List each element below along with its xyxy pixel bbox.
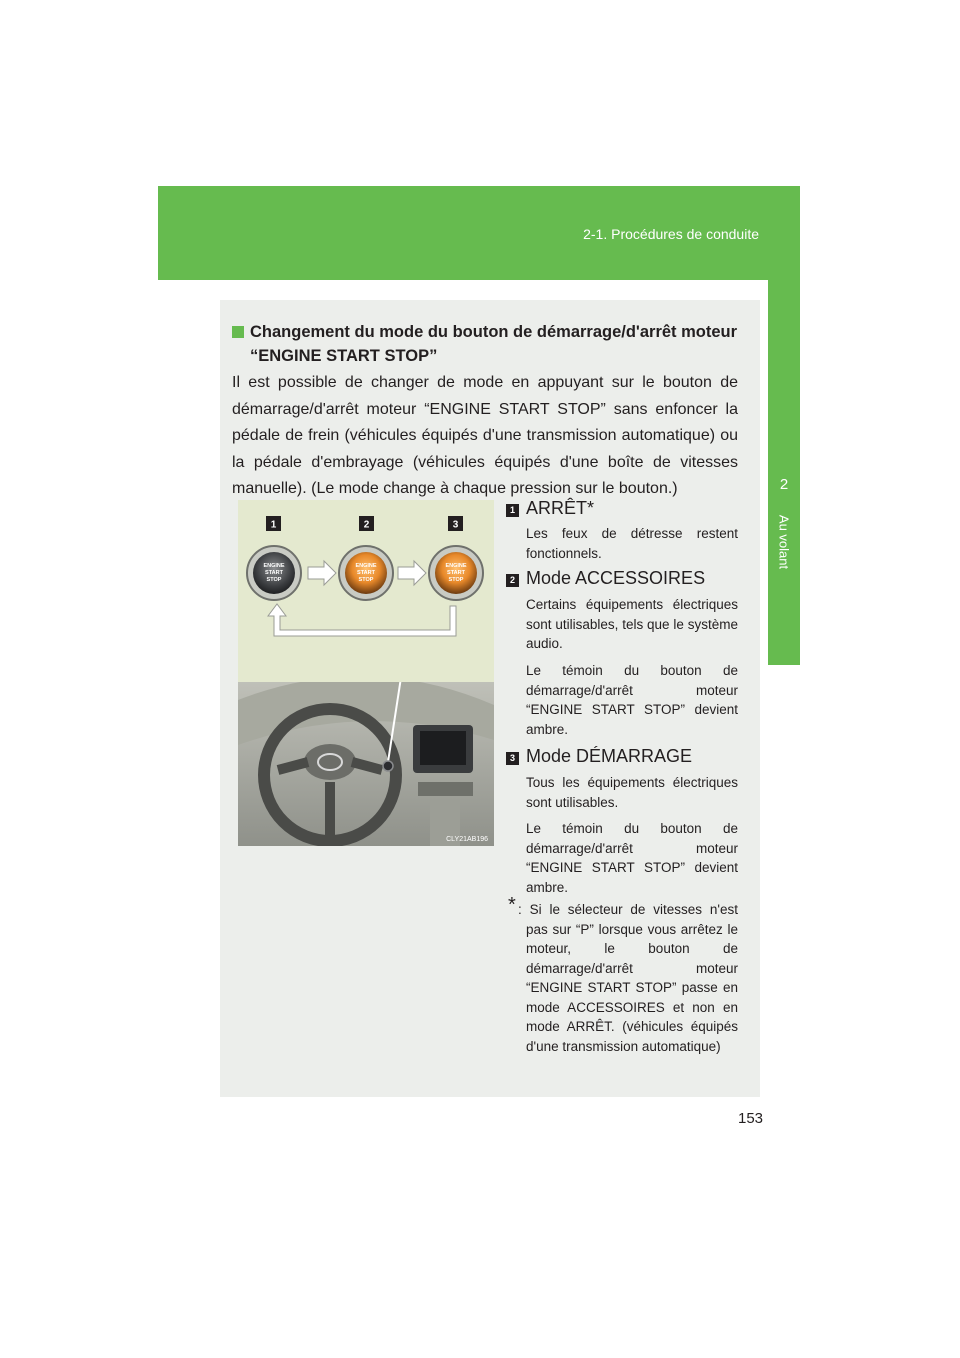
item-number-badge: 1 [506,504,519,517]
footnote-marker: * [508,894,516,916]
svg-text:START: START [265,570,283,576]
item-description: Le témoin du bouton de démarrage/d'arrêt moteur “ENGINE START STOP” devient ambre. [526,821,738,895]
heading-line-1: Changement du mode du bouton de démarrage/d'arrêt moteur [250,323,738,341]
button-accessories [339,546,393,600]
figure-label-2-text: 2 [363,519,370,531]
button-start [429,546,483,600]
chapter-number: 2 [779,476,789,493]
item-title: Mode DÉMARRAGE [526,746,693,766]
figure-label-1-text: 1 [270,519,277,531]
heading-line-2: “ENGINE START STOP” [250,347,438,365]
square-bullet-icon [232,326,244,338]
item-description: Les feux de détresse restent fonctionnels. [526,526,738,561]
section-title: 2-1. Procédures de conduite [583,226,759,242]
chapter-label: Au volant [776,514,792,570]
section-heading [232,320,738,368]
page-number: 153 [738,1110,764,1127]
item-title: ARRÊT* [526,498,595,518]
button-off [247,546,301,600]
content-box [220,300,760,1097]
footnote [506,894,738,1056]
svg-text:STOP: STOP [448,577,464,583]
figure-code: CLY21AB196 [446,836,488,843]
header-band [158,186,800,280]
svg-text:ENGINE: ENGINE [355,563,377,569]
footnote-text: : Si le sélecteur de vitesses n'est pas sur “P” lorsque vous arrêtez le moteur, le bouton de démarrage/d'arrêt moteur “ENGINE START STOP” passe en mode ACCESSOIRES et non en mode ARRÊT. (véhicules équipés d'une transmission automatique) [518,902,738,1054]
chapter-side-tab [768,280,800,665]
item-description: Certains équipements électriques sont utilisables, tels que le système audio. [526,597,738,651]
item-description: Le témoin du bouton de démarrage/d'arrêt moteur “ENGINE START STOP” devient ambre. [526,663,738,737]
svg-text:START: START [447,570,465,576]
item-number-badge: 2 [506,574,519,587]
item-description: Tous les équipements électriques sont utilisables. [526,775,738,810]
item-title: Mode ACCESSOIRES [526,568,706,588]
svg-text:STOP: STOP [266,577,282,583]
svg-text:ENGINE: ENGINE [445,563,467,569]
svg-text:START: START [357,570,375,576]
item-number-badge: 3 [506,752,519,765]
engine-button-location [383,761,393,771]
svg-text:ENGINE: ENGINE [263,563,285,569]
figure-label-3-text: 3 [452,519,459,531]
engine-button-illustration [238,500,494,846]
svg-text:STOP: STOP [358,577,374,583]
intro-paragraph: Il est possible de changer de mode en appuyant sur le bouton de démarrage/d'arrêt moteur “ENGINE START STOP” sans enfoncer la pédale de frein (véhicules équipés d'une transmission automatique) ou la pédale d'embrayage (véhicules équipés d'une boîte de vitesses manuelle). (Le mode change à chaque pression sur le bouton.) [232,374,738,497]
